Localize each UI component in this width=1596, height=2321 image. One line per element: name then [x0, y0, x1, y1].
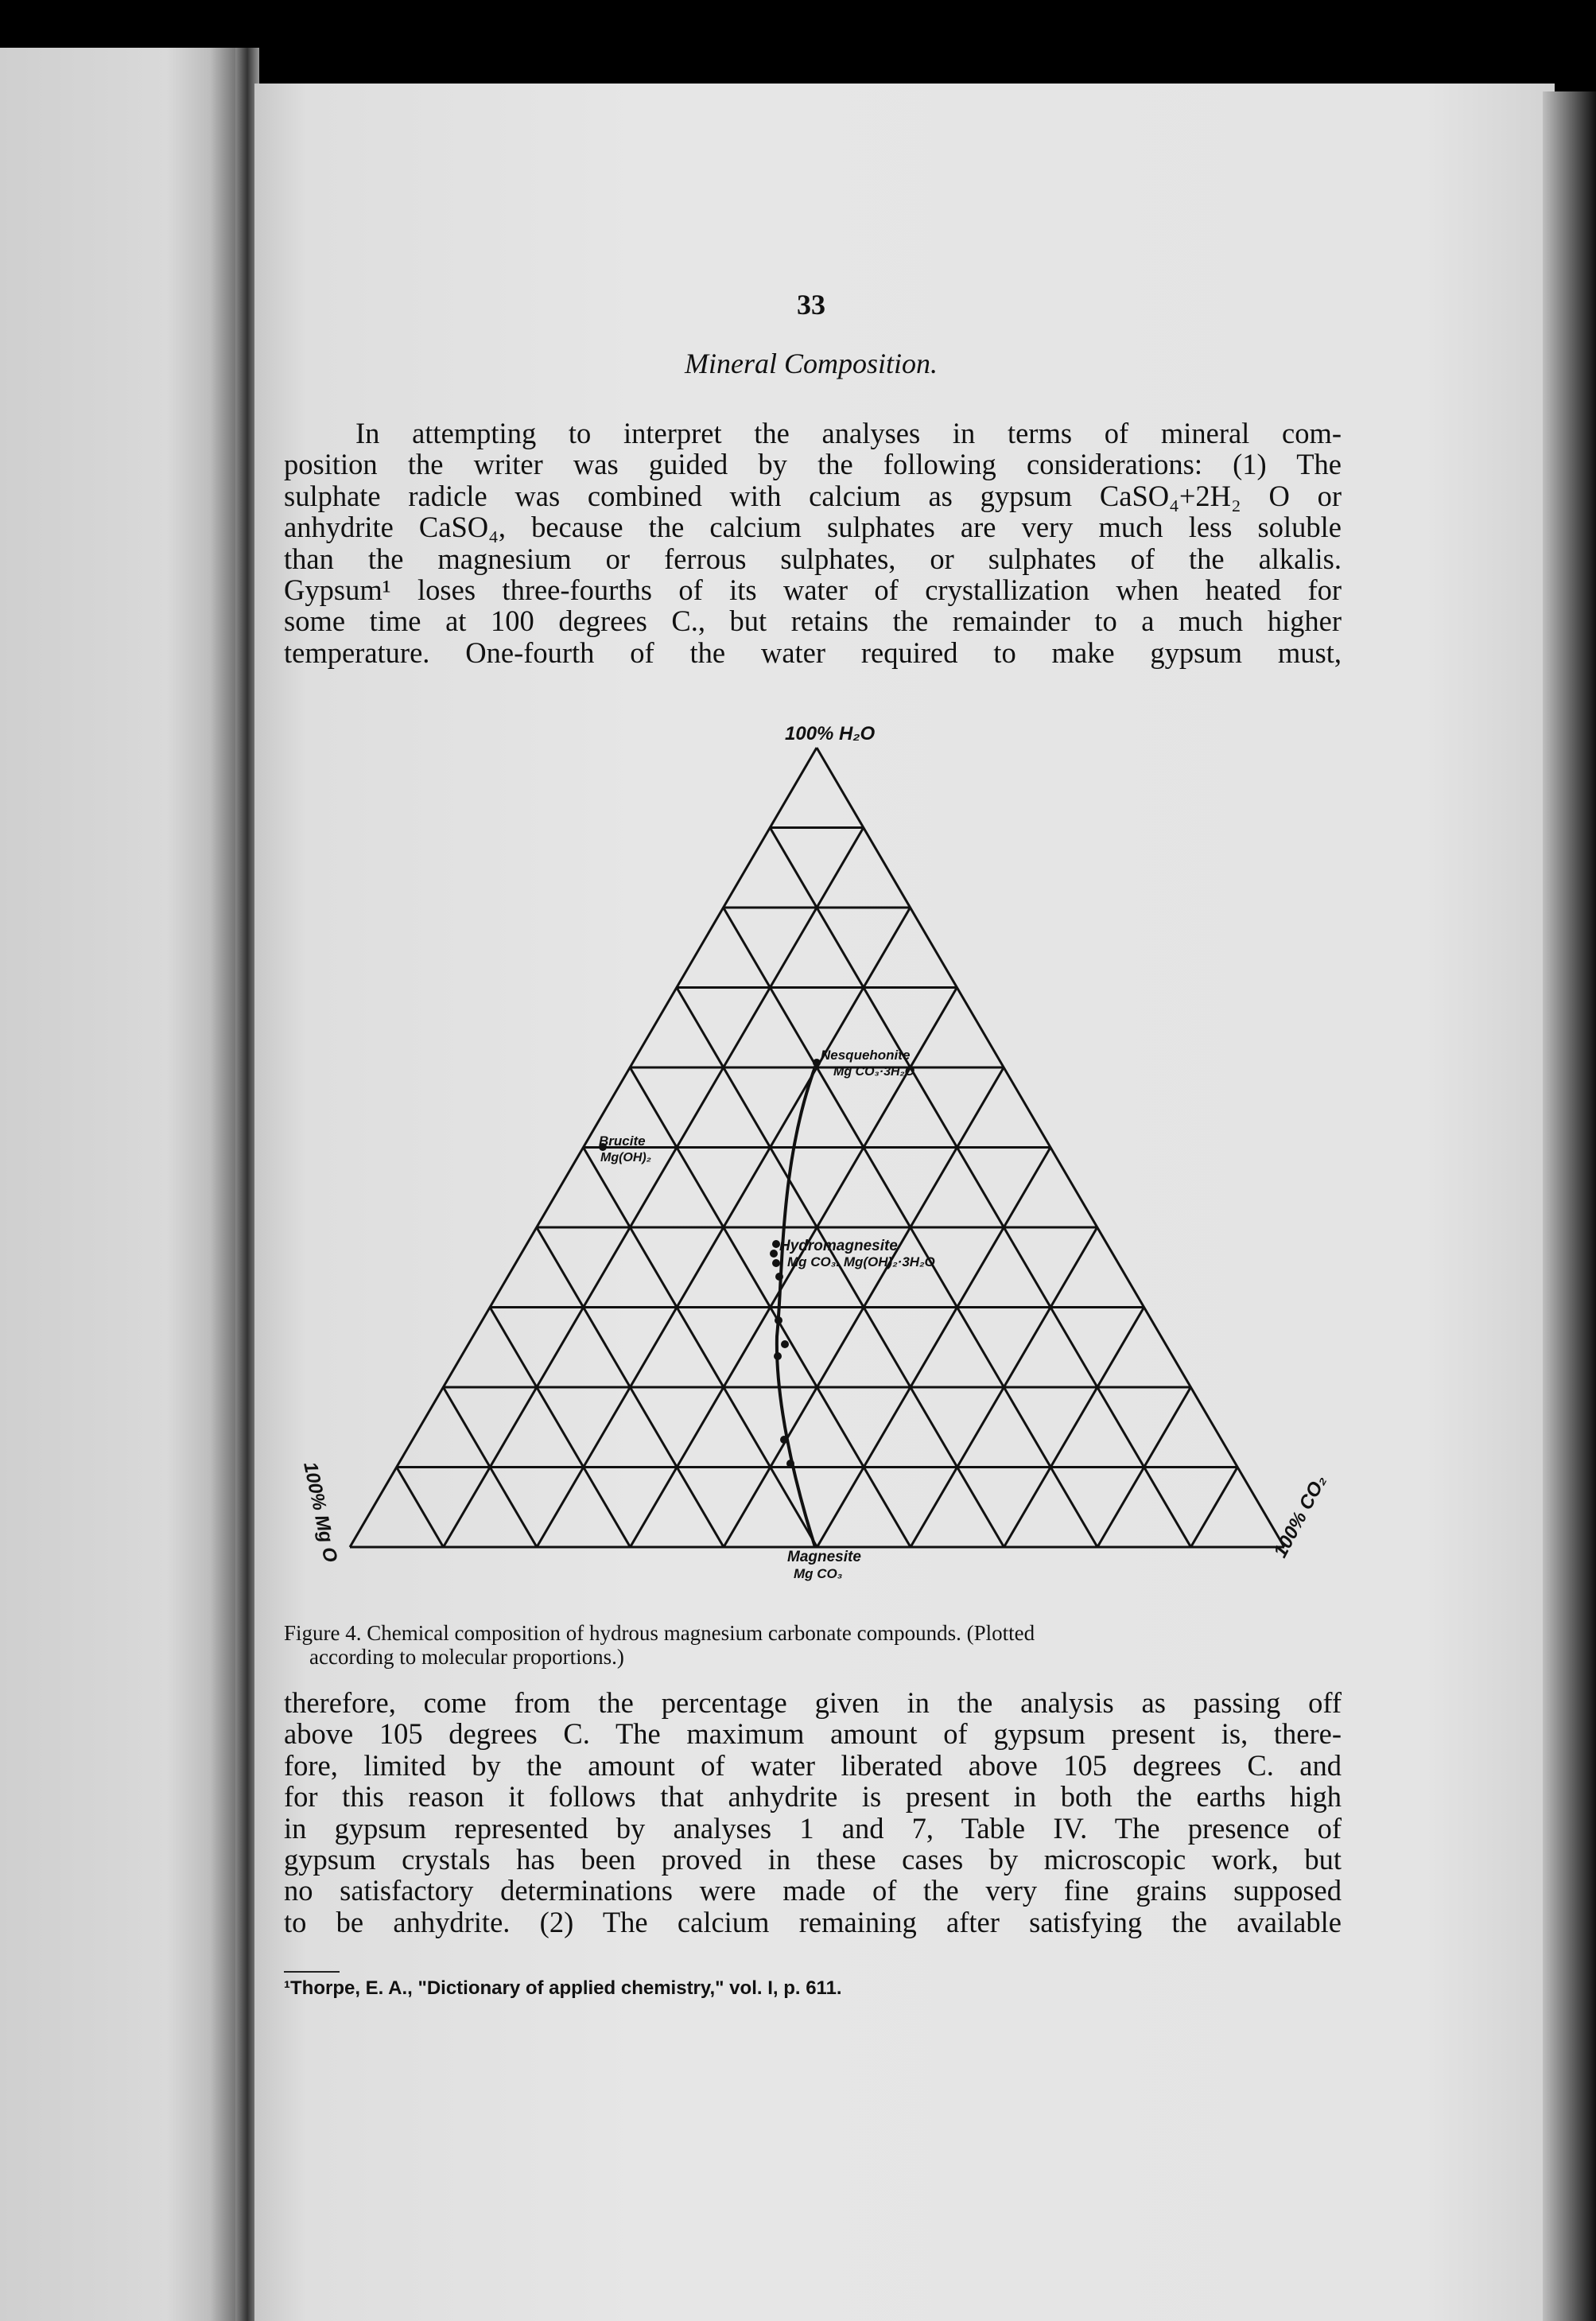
paragraph-line: therefore, come from the percentage given in the analysis as passing off: [284, 1686, 1342, 1719]
caption-line: Figure 4. Chemical composition of hydrous magnesium carbonate compounds. (Plotted: [284, 1621, 1035, 1645]
data-point: [775, 1273, 783, 1281]
grid-line-parallel-left: [444, 828, 864, 1548]
paragraph-line: position the writer was guided by the following considerations: (1) The: [284, 448, 1342, 481]
grid-line-parallel-right: [397, 1468, 444, 1548]
paragraph-line: In attempting to interpret the analyses in terms of mineral com-: [355, 417, 1342, 449]
facing-page-edge: [0, 48, 239, 2321]
grid-line-parallel-left: [1191, 1468, 1238, 1548]
magnesite-label: Magnesite: [787, 1549, 861, 1565]
paragraph-line: than the magnesium or ferrous sulphates, or sulphates of the alkalis.: [284, 542, 1342, 575]
paragraph-line: gypsum crystals has been proved in these cases by microscopic work, but: [284, 1843, 1342, 1876]
grid-line-parallel-right: [770, 828, 1190, 1548]
apex-label-h2o: 100% H₂O: [785, 723, 876, 745]
grid-line-parallel-right: [584, 1148, 817, 1548]
paragraph-line: anhydrite CaSO₄, because the calcium sulphates are very much less soluble: [284, 511, 1342, 544]
paragraph-line: fore, limited by the amount of water liberated above 105 degrees C. and: [284, 1748, 1342, 1782]
data-point: [775, 1316, 782, 1324]
paragraph-2: [284, 1687, 1342, 1938]
composition-curve: [777, 1063, 817, 1547]
data-point: [781, 1340, 789, 1348]
magnesite-formula: Mg CO₃: [794, 1566, 843, 1581]
hydromagnesite-formula: Mg CO₃. Mg(OH)₂·3H₂O: [787, 1254, 935, 1269]
data-point: [786, 1460, 794, 1468]
footnote: ¹Thorpe, E. A., "Dictionary of applied chemistry," vol. I, p. 611.: [284, 1977, 842, 1999]
paragraph-line: Gypsum¹ loses three-fourths of its water of crystallization when heated for: [284, 573, 1342, 607]
ternary-diagram: [299, 716, 1331, 1599]
hydromagnesite-label: Hydromagnesite: [779, 1238, 898, 1254]
page-edge-shadow: [1543, 91, 1596, 2321]
paragraph-line: no satisfactory determinations were made of the very fine grains supposed: [284, 1874, 1342, 1907]
paragraph-line: to be anhydrite. (2) The calcium remaining after satisfying the available: [284, 1905, 1342, 1938]
data-point: [813, 1059, 821, 1067]
brucite-formula: Mg(OH)₂: [600, 1151, 651, 1164]
paragraph-line: for this reason it follows that anhydrite is present in both the earths high: [284, 1780, 1342, 1814]
data-point: [772, 1259, 780, 1267]
ternary-grid: [350, 748, 1284, 1547]
nesquehonite-formula: Mg CO₃·3H₂O: [833, 1065, 915, 1079]
figure-caption: [284, 1621, 1342, 1669]
grid-line-parallel-left: [1004, 1308, 1144, 1548]
nesquehonite-label: Nesquehonite: [821, 1048, 911, 1063]
section-heading: Mineral Composition.: [684, 348, 938, 379]
grid-line-parallel-left: [817, 1148, 1051, 1548]
data-point: [770, 1250, 778, 1258]
paragraph-line: temperature. One-fourth of the water required to make gypsum must,: [284, 636, 1342, 669]
paragraph-line: in gypsum represented by analyses 1 and 7, Table IV. The presence of: [284, 1811, 1342, 1845]
footnote-rule: [284, 1971, 340, 1973]
data-point: [780, 1436, 788, 1444]
grid-line-parallel-right: [490, 1308, 630, 1548]
paragraph-line: some time at 100 degrees C., but retains the remainder to a much higher: [284, 605, 1342, 638]
paragraph-1: [284, 418, 1342, 668]
apex-label-co2: 100% CO₂: [1269, 1472, 1331, 1561]
data-point: [774, 1352, 782, 1360]
page-number: 33: [797, 289, 825, 321]
paragraph-line: sulphate radicle was combined with calcium as gypsum CaSO₄+2H₂ O or: [284, 479, 1342, 512]
brucite-label: Brucite: [599, 1133, 646, 1149]
paragraph-line: above 105 degrees C. The maximum amount of gypsum present is, there-: [284, 1717, 1342, 1751]
caption-line: according to molecular proportions.): [309, 1645, 624, 1669]
apex-label-mgo: 100% Mg O: [299, 1460, 342, 1565]
